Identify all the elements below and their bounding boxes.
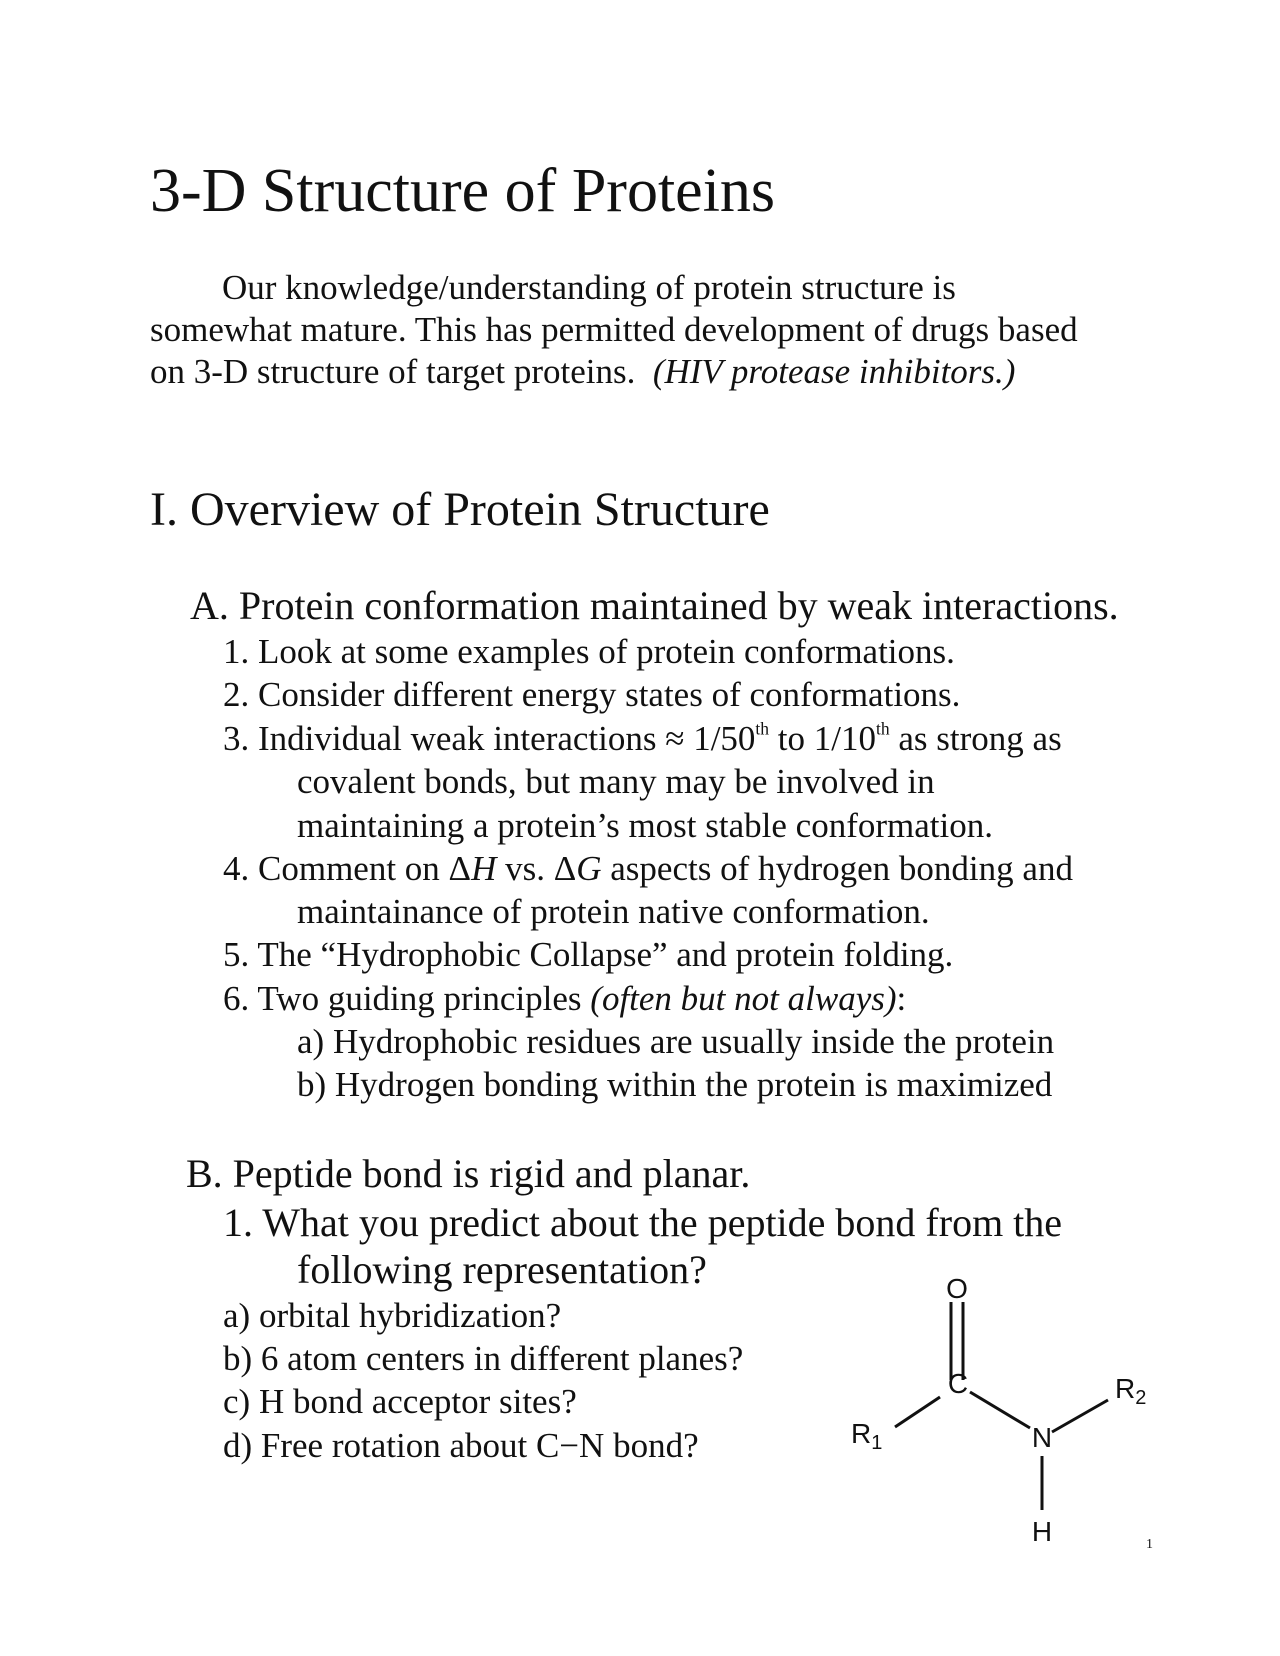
list-item-continuation: following representation? <box>297 1247 707 1292</box>
subsection-b-heading: B. Peptide bond is rigid and planar. <box>186 1151 751 1196</box>
list-item: 2. Consider different energy states of conformations. <box>223 675 961 714</box>
list-item: 5. The “Hydrophobic Collapse” and protein folding. <box>223 935 954 974</box>
page-number: 1 <box>1146 1537 1153 1552</box>
list-item: 1. What you predict about the peptide bond from the <box>223 1200 1063 1245</box>
sub-list-item: b) Hydrogen bonding within the protein is maximized <box>297 1065 1053 1104</box>
group-r2: $R_2$ <box>1115 1373 1147 1409</box>
list-item: 3. Individual weak interactions ≈ 1/50th to 1/10th as strong as <box>223 718 1062 758</box>
section-heading-overview: I. Overview of Protein Structure <box>150 483 770 536</box>
list-item: 6. Two guiding principles (often but not always): <box>223 979 907 1018</box>
bond-r1-c <box>895 1397 940 1427</box>
list-item: 1. Look at some examples of protein conformations. <box>223 632 955 671</box>
list-item: 4. Comment on ΔH vs. ΔG aspects of hydrogen bonding and <box>223 849 1073 888</box>
question-item: a) orbital hybridization? <box>223 1296 562 1335</box>
atom-hydrogen: H <box>1031 1516 1053 1547</box>
list-item-continuation: maintaining a protein’s most stable conformation. <box>297 806 993 845</box>
intro-italic-note: (HIV protease inhibitors.) <box>652 352 1016 391</box>
atom-oxygen: O <box>946 1273 968 1304</box>
bond-n-r2 <box>1052 1400 1108 1432</box>
atom-nitrogen: N <box>1031 1422 1053 1453</box>
intro-line-3: on 3-D structure of target proteins. (HIV protease inhibitors.) <box>150 352 1016 391</box>
subsection-a-heading: A. Protein conformation maintained by weak interactions. <box>190 583 1119 628</box>
bond-c-n <box>970 1392 1030 1428</box>
question-item: c) H bond acceptor sites? <box>223 1382 577 1421</box>
sub-list-item: a) Hydrophobic residues are usually inside the protein <box>297 1022 1055 1061</box>
list-item-continuation: covalent bonds, but many may be involved in <box>297 762 935 801</box>
atom-carbon: C <box>947 1368 969 1399</box>
intro-line-1: Our knowledge/understanding of protein structure is <box>222 268 956 307</box>
question-item: d) Free rotation about C−N bond? <box>223 1426 699 1465</box>
question-item: b) 6 atom centers in different planes? <box>223 1339 744 1378</box>
intro-line-2: somewhat mature. This has permitted development of drugs based <box>150 310 1078 349</box>
group-r1: $R_1$ <box>851 1418 883 1454</box>
page-title: 3-D Structure of Proteins <box>150 157 776 225</box>
list-item-continuation: maintainance of protein native conformation. <box>297 892 930 931</box>
